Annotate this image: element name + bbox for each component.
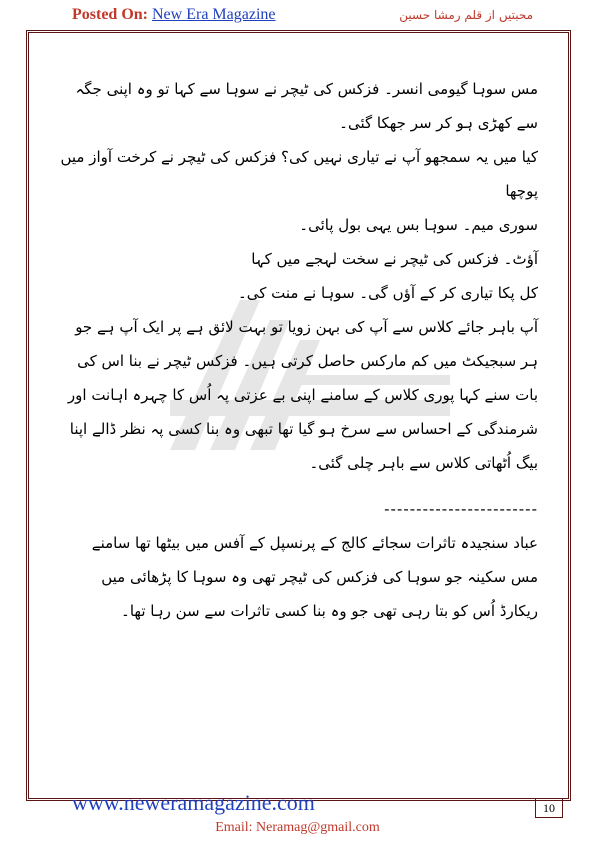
magazine-link[interactable]: New Era Magazine [152,6,276,23]
paragraph: عباد سنجیدہ تاثرات سجائے کالج کے پرنسپل کے آفس میں بیٹھا تھا سامنے مس سکینہ جو سوہا کی فزکس کی ٹیچر تھی وہ سوہا کا پڑھائی میں ریکارڈ اُس کو بتا رہی تھی جو وہ بنا کسی تاثرات سے سن رہا تھا۔ [91,534,538,620]
author-line: محبتیں از قلم رمشا حسین [399,8,533,22]
story-content [60,72,538,628]
paragraph: کیا میں یہ سمجھو آپ نے تیاری نہیں کی؟ فزکس کی ٹیچر نے کرخت آواز میں پوچھا [60,148,538,200]
posted-on-label: Posted On: [72,6,148,23]
paragraph: سوری میم۔ سوہا بس یہی بول پائی۔ [299,216,538,234]
paragraph: آپ باہر جائے کلاس سے آپ کی بہن زویا تو بہت لائق ہے پر ایک آپ ہے جو ہر سبجیکٹ میں کم مارکس حاصل کرتی ہیں۔ فزکس ٹیچر نے بنا اس کی بات سنے کہا پوری کلاس کے سامنے اپنی بے عزتی پہ اُس کا چہرہ اہانت اور شرمندگی کے احساس سے سرخ ہو گیا تھا تبھی وہ بنا کسی پہ نظر ڈالے اپنا بیگ اُٹھاتی کلاس سے باہر چلی گئی۔ [67,318,538,472]
page-number: 10 [535,798,563,818]
paragraph: مس سوہا گیومی انسر۔ فزکس کی ٹیچر نے سوہا سے کہا تو وہ اپنی جگہ سے کھڑی ہو کر سر جھکا گئی۔ [75,80,538,132]
footer-email: Email: Neramag@gmail.com [215,820,380,835]
paragraph: آؤٹ۔ فزکس کی ٹیچر نے سخت لہجے میں کہا [251,250,538,268]
posted-on-header [72,6,276,24]
footer-url-link[interactable]: www.neweramagazine.com [72,790,315,815]
section-divider: ------------------------ [384,500,538,518]
paragraph: کل پکا تیاری کر کے آؤں گی۔ سوہا نے منت کی۔ [237,284,538,302]
